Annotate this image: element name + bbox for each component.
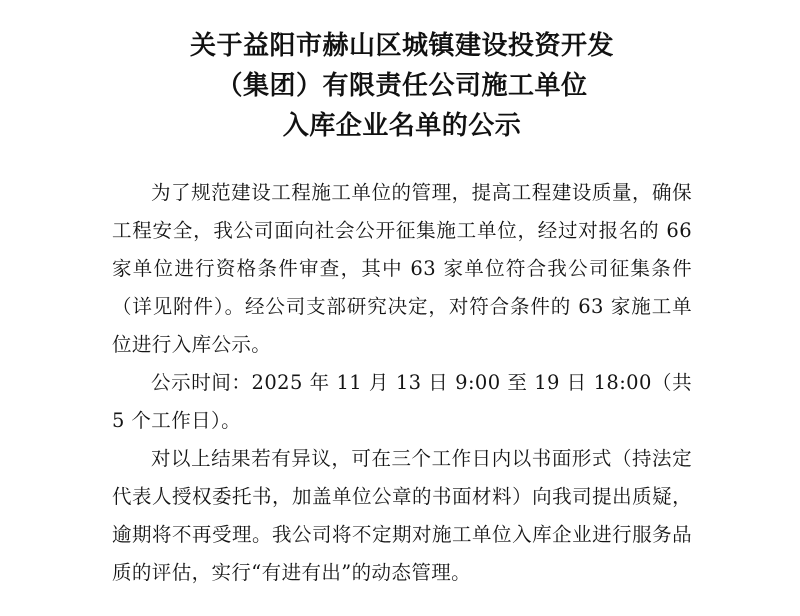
page-title-line-2: （集团）有限责任公司施工单位	[216, 71, 588, 101]
paragraph-1: 为了规范建设工程施工单位的管理，提高工程建设质量，确保工程安全，我公司面向社会公开征集施工单位，经过对报名的 66 家单位进行资格条件审查，其中 63 家单位符合我公司征集条件（详见附件）。经公司支部研究决定，对符合条件的 63 家施工单位进行入库公示。	[112, 181, 692, 356]
paragraph-2: 公示时间：2025 年 11 月 13 日 9:00 至 19 日 18:00（共 5 个工作日）。	[112, 371, 692, 432]
page-title-line-1: 关于益阳市赫山区城镇建设投资开发	[189, 31, 614, 61]
paragraph-3: 对以上结果若有异议，可在三个工作日内以书面形式（持法定代表人授权委托书，加盖单位公章的书面材料）向我司提出质疑，逾期将不再受理。我公司将不定期对施工单位入库企业进行服务品质的评估，实行“有进有出”的动态管理。	[112, 447, 692, 584]
page-title	[112, 18, 692, 146]
page-title-line-3: 入库企业名单的公示	[282, 111, 522, 141]
document-body	[112, 174, 692, 592]
